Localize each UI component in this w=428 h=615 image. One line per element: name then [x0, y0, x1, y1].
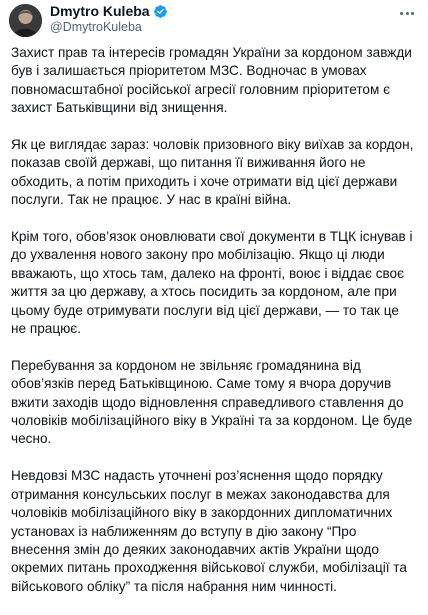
avatar[interactable]	[9, 4, 42, 37]
tweet-paragraph: Як це виглядає зараз: чоловік призовного віку виїхав за кордон, показав своїй державі, що питання її виживання його не обходить, а потім приходить і хоче отримати від цієї держави послуги. Так не працює. У нас в країні війна.	[11, 137, 414, 208]
tweet-header	[0, 0, 428, 40]
author-display-name[interactable]: Dmytro Kuleba	[50, 3, 150, 19]
tweet-paragraph: Крім того, обов’язок оновлювати свої документи в ТЦК існував і до ухвалення нового закону про мобілізацію. Якщо ці люди вважають, що хтось там, далеко на фронті, воює і віддає своє життя за цю державу, а хтось посидить за кордоном, але при цьому буде отримувати послуги від цієї держави, — то так це не працює.	[11, 229, 413, 337]
tweet-paragraph: Захист прав та інтересів громадян України за кордоном завжди був і залишається пріоритетом МЗС. Водночас в умовах повномасштабної російської агресії головним пріоритетом є захист Батьківщини від знищення.	[11, 45, 412, 116]
tweet-paragraph: Невдовзі МЗС надасть уточнені роз’яснення щодо порядку отримання консульських послуг в межах законодавства для чоловіків мобілізаційного віку в закордонних дипломатичних установах із наближенням до вступу в дію закону “Про внесення змін до деяких законодавчих актів України щодо окремих питань проходження військової служби, мобілізації та військового обліку” та після набрання ним чинності.	[11, 468, 407, 594]
more-options-icon[interactable]	[396, 4, 418, 22]
tweet-paragraph: Перебування за кордоном не звільняє громадянина від обов’язків перед Батьківщиною. Саме тому я вчора доручив вжити заходів щодо відновлення справедливого ставлення до чоловіків мобілізаційного віку в Україні та за кордоном. Це буде чесно.	[11, 357, 413, 447]
tweet-text	[11, 44, 417, 615]
author-handle[interactable]: @DmytroKuleba	[50, 20, 142, 34]
author-name-row	[50, 3, 168, 19]
verified-badge-icon	[153, 4, 168, 19]
avatar-image	[9, 4, 42, 37]
